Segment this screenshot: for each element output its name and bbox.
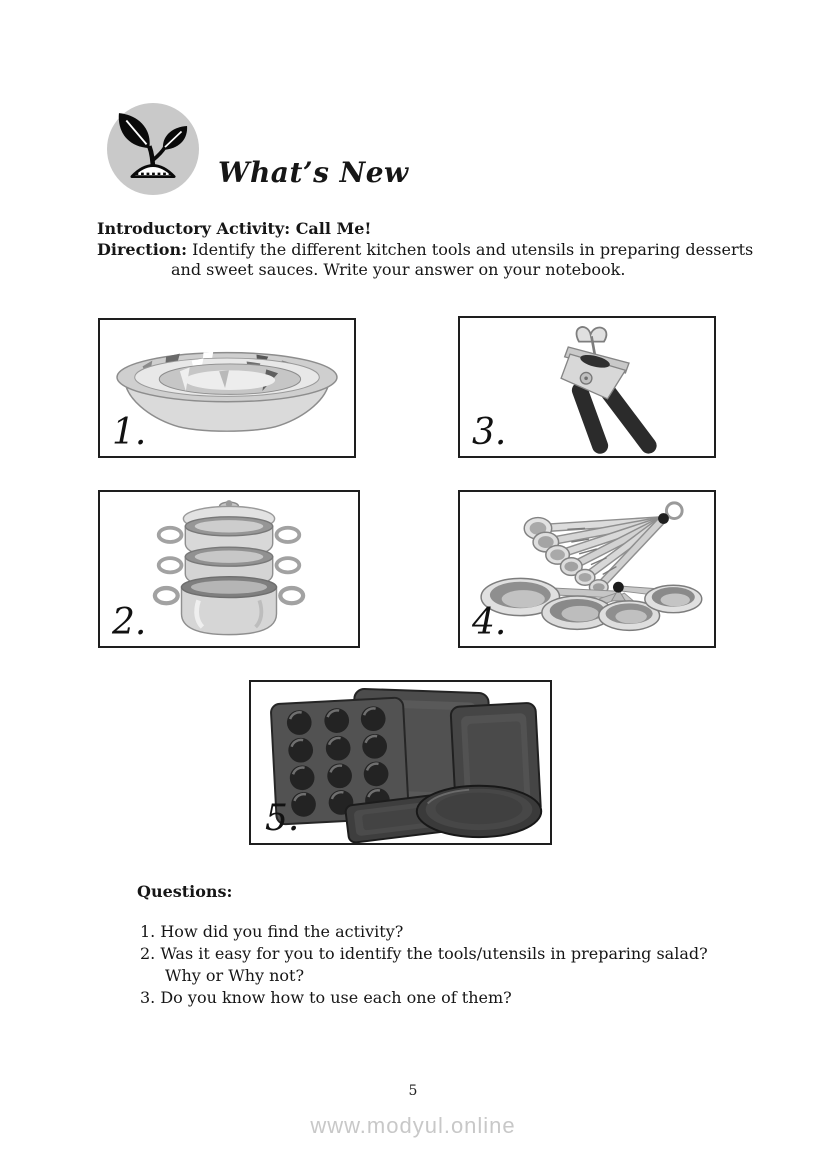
item-number: 1. [112,412,147,453]
questions-section [137,882,708,1009]
questions-label: Questions: [137,882,233,901]
question-item: 3. Do you know how to use each one of them? [140,988,512,1007]
item-number: 3. [472,412,507,453]
can-opener-image [482,322,692,456]
item-box-4 [458,490,716,648]
direction-line-1 [97,240,753,261]
question-item: 2. Was it easy for you to identify the tools/utensils in preparing salad? [140,944,708,963]
item-number: 5. [265,798,300,839]
direction-label: Direction: [97,239,187,259]
watermark: www.modyul.online [310,1113,516,1138]
three-tier-steamer-image [148,494,310,646]
direction-line-2: and sweet sauces. Write your answer on your notebook. [171,260,626,279]
item-box-1 [98,318,356,458]
page-number: 5 [408,1083,418,1099]
item-box-3 [458,316,716,458]
question-item-continuation: Why or Why not? [165,966,305,985]
item-number: 2. [112,602,147,643]
activity-title: Introductory Activity: Call Me! [97,219,372,238]
activity-intro [97,219,753,281]
seedling-icon [107,103,199,195]
question-item: 1. How did you find the activity? [140,922,404,941]
whats-new-badge [107,103,199,195]
item-box-2 [98,490,360,648]
item-number: 4. [472,602,507,643]
page-title: What’s New [218,156,409,189]
item-box-5 [249,680,552,845]
direction-text: Identify the different kitchen tools and utensils in preparing desserts [186,239,754,259]
